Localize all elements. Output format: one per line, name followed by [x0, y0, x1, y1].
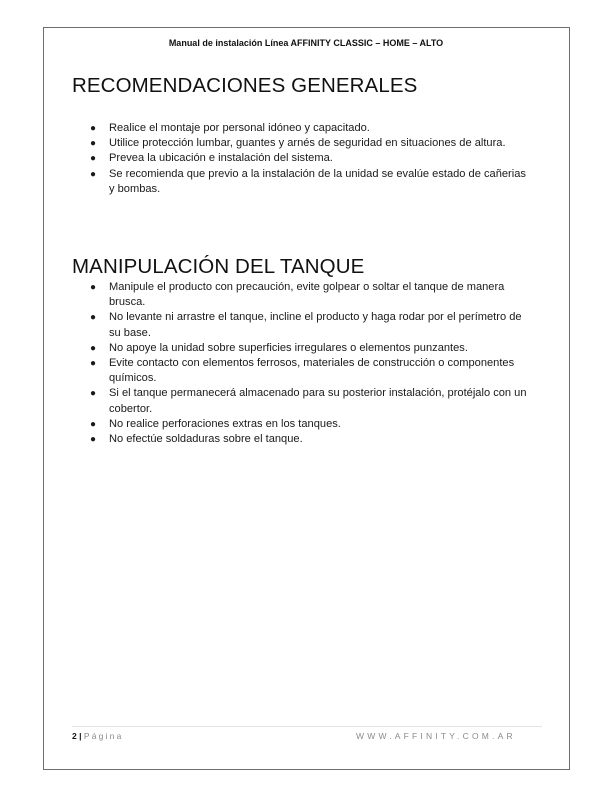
- bullet-list-manipulacion: [90, 280, 530, 447]
- list-item: [90, 151, 530, 166]
- bullet-icon: ●: [90, 358, 97, 370]
- page-number: 2: [72, 731, 77, 741]
- bullet-icon: ●: [90, 168, 97, 180]
- list-item-text: Manipule el producto con precaución, evite golpear o soltar el tanque de manera brusca.: [109, 281, 505, 309]
- list-item-text: No efectúe soldaduras sobre el tanque.: [109, 433, 303, 446]
- list-item-text: Si el tanque permanecerá almacenado para su posterior instalación, protéjalo con un cobertor.: [109, 387, 527, 415]
- bullet-icon: ●: [90, 434, 97, 446]
- list-item-text: No levante ni arrastre el tanque, incline el producto y haga rodar por el perímetro de su base.: [109, 311, 522, 339]
- section-heading-recomendaciones: RECOMENDACIONES GENERALES: [72, 74, 418, 97]
- list-item: [90, 386, 530, 416]
- list-item-text: Prevea la ubicación e instalación del sistema.: [109, 152, 333, 165]
- bullet-icon: ●: [90, 418, 97, 430]
- list-item-text: Se recomienda que previo a la instalación de la unidad se evalúe estado de cañerias y bombas.: [109, 167, 526, 195]
- list-item: [90, 417, 530, 432]
- list-item-text: No realice perforaciones extras en los tanques.: [109, 417, 341, 430]
- bullet-icon: ●: [90, 312, 97, 324]
- bullet-icon: ●: [90, 138, 97, 150]
- bullet-icon: ●: [90, 153, 97, 165]
- bullet-icon: ●: [90, 123, 97, 134]
- list-item: [90, 136, 530, 151]
- list-item: [90, 341, 530, 356]
- footer-website-link[interactable]: WWW.AFFINITY.COM.AR: [356, 731, 516, 741]
- page-label: Página: [83, 731, 124, 741]
- list-item-text: Evite contacto con elementos ferrosos, materiales de construcción o componentes químicos.: [109, 357, 515, 385]
- list-item: [90, 280, 530, 310]
- list-item: [90, 310, 530, 340]
- list-item: [90, 432, 530, 447]
- list-item-text: Utilice protección lumbar, guantes y arnés de seguridad en situaciones de altura.: [109, 137, 506, 150]
- bullet-icon: ●: [90, 282, 97, 293]
- list-item: [90, 356, 530, 386]
- list-item: [90, 167, 530, 197]
- bullet-list-recomendaciones: [90, 121, 530, 197]
- header-title: Manual de instalación Línea AFFINITY CLASSIC – HOME – ALTO: [168, 38, 444, 48]
- footer-page-info: [72, 731, 124, 741]
- bullet-icon: ●: [90, 342, 97, 354]
- list-item-text: No apoye la unidad sobre superficies irregulares o elementos punzantes.: [109, 341, 468, 354]
- footer-divider: [72, 726, 542, 727]
- footer-separator: |: [79, 731, 82, 741]
- list-item: [90, 121, 530, 136]
- bullet-icon: ●: [90, 388, 97, 400]
- section-heading-manipulacion: MANIPULACIÓN DEL TANQUE: [72, 255, 365, 278]
- list-item-text: Realice el montaje por personal idóneo y capacitado.: [109, 122, 370, 134]
